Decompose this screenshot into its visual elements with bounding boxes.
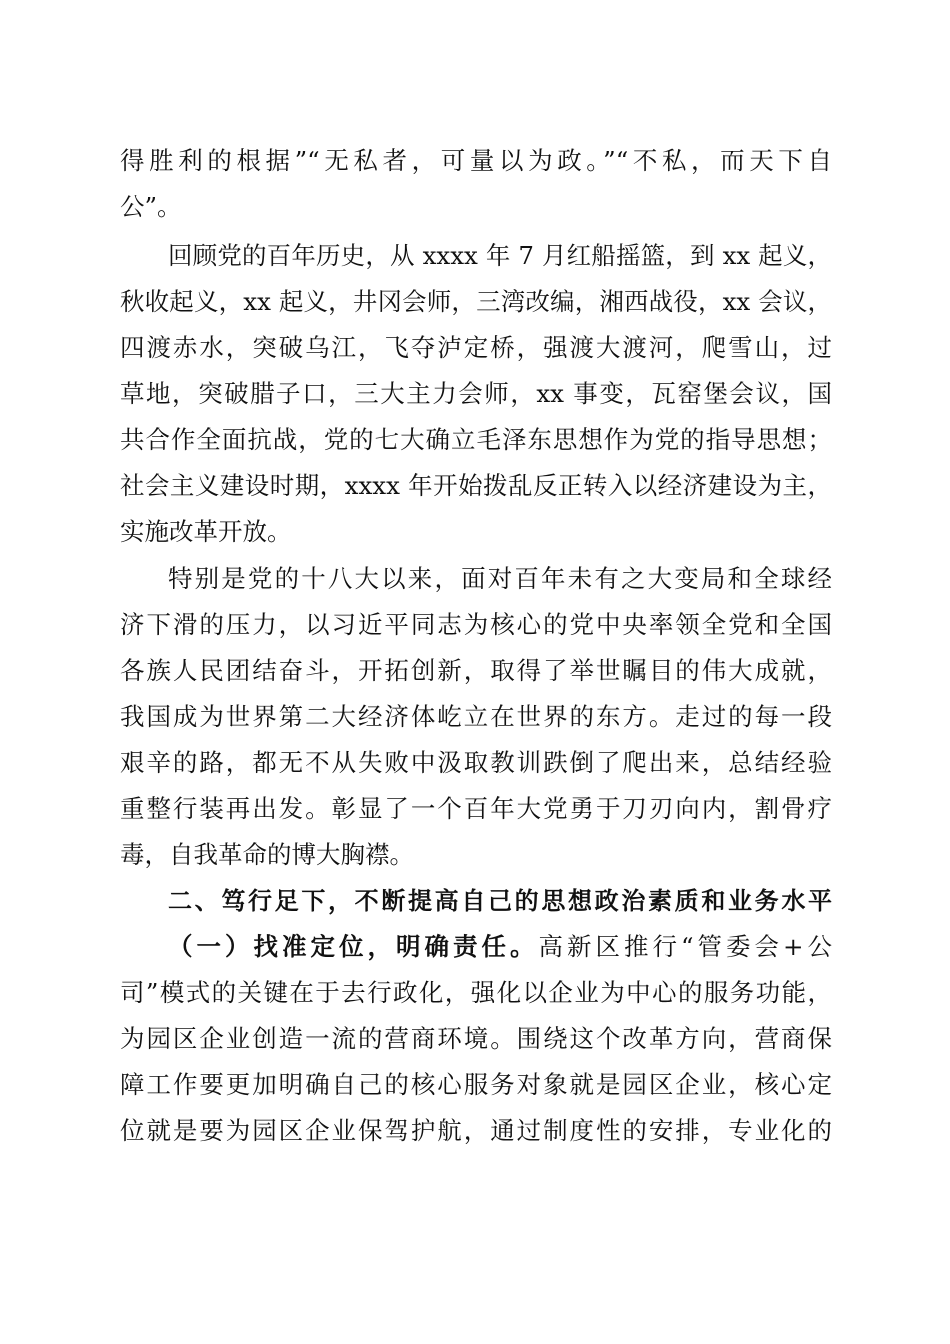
subsection-title: （一）找准定位，明确责任。 (168, 932, 539, 961)
body-line: 社会主义建设时期，xxxx 年开始拨乱反正转入以经济建设为主， (120, 471, 832, 500)
body-line: 艰辛的路，都无不从失败中汲取教训跌倒了爬出来，总结经验 (120, 748, 832, 777)
body-line: 我国成为世界第二大经济体屹立在世界的东方。走过的每一段 (120, 702, 832, 731)
body-line: 障工作要更加明确自己的核心服务对象就是园区企业，核心定 (120, 1070, 832, 1099)
body-line: 为园区企业创造一流的营商环境。围绕这个改革方向，营商保 (120, 1024, 832, 1053)
subsection-first-line (168, 924, 832, 970)
body-line: 四渡赤水，突破乌江，飞夺泸定桥，强渡大渡河，爬雪山，过 (120, 333, 832, 362)
body-line: 重整行装再出发。彰显了一个百年大党勇于刀刃向内，割骨疗 (120, 794, 832, 823)
body-line: 司”模式的关键在于去行政化，强化以企业为中心的服务功能， (120, 978, 832, 1007)
body-line: 公”。 (120, 192, 182, 221)
section-heading: 二、笃行足下，不断提高自己的思想政治素质和业务水平 (168, 887, 832, 915)
paragraph-first-line: 特别是党的十八大以来，面对百年未有之大变局和全球经 (168, 564, 832, 593)
body-line: 位就是要为园区企业保驾护航，通过制度性的安排，专业化的 (120, 1116, 832, 1145)
subsection-text: 高新区推行“管委会+公 (538, 932, 832, 961)
body-line: 共合作全面抗战，党的七大确立毛泽东思想作为党的指导思想； (120, 425, 832, 454)
body-line: 济下滑的压力，以习近平同志为核心的党中央率领全党和全国 (120, 610, 832, 639)
body-line: 各族人民团结奋斗，开拓创新，取得了举世瞩目的伟大成就， (120, 656, 832, 685)
body-line: 得胜利的根据”“无私者，可量以为政。”“不私，而天下自 (120, 146, 832, 175)
body-line: 秋收起义，xx 起义，井冈会师，三湾改编，湘西战役，xx 会议， (120, 287, 832, 316)
body-line: 草地，突破腊子口，三大主力会师，xx 事变，瓦窑堡会议，国 (120, 379, 832, 408)
body-line: 毒，自我革命的博大胸襟。 (120, 840, 414, 869)
body-line: 实施改革开放。 (120, 517, 292, 546)
paragraph-first-line: 回顾党的百年历史，从 xxxx 年 7 月红船摇篮，到 xx 起义， (168, 241, 832, 270)
